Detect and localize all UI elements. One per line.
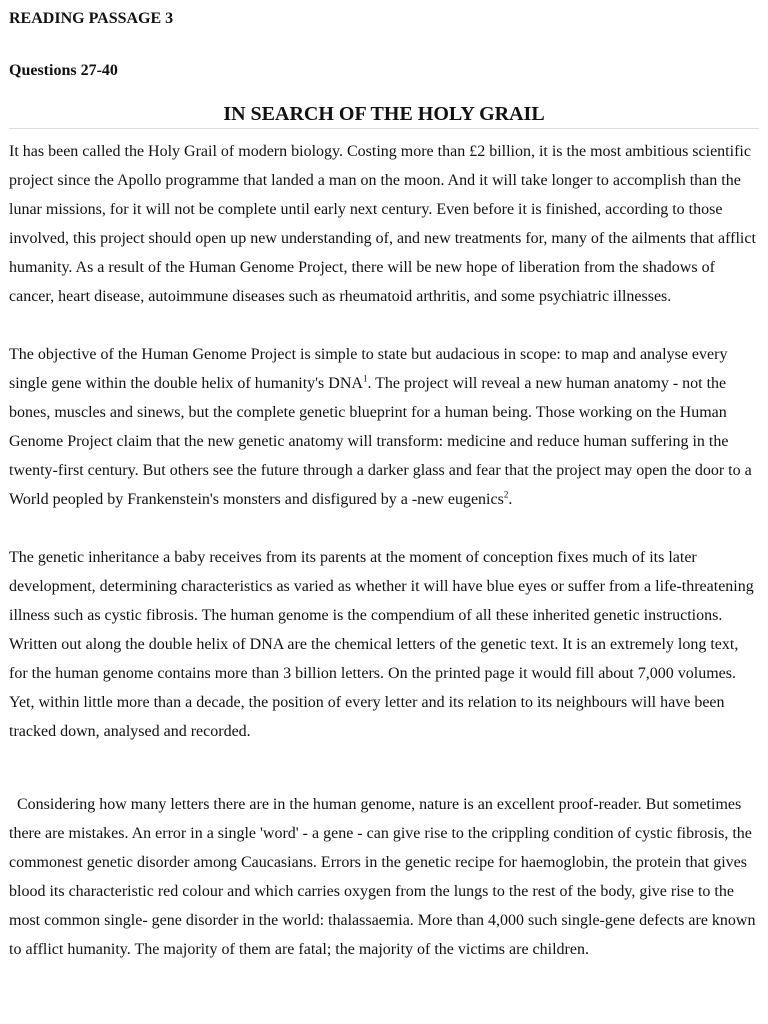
paragraph-1: It has been called the Holy Grail of modern biology. Costing more than £2 billion, it is the most ambitious scientific project since the Apollo programme that landed a man on the moon. And it will take longer to accomplish than the lunar missions, for it will not be complete until early next century. Even before it is finished, according to those involved, this project should open up new understanding of, and new treatments for, many of the ailments that afflict humanity. As a result of the Human Genome Project, there will be new hope of liberation from the shadows of cancer, heart disease, autoimmune diseases such as rheumatoid arthritis, and some psychiatric illnesses. [9,143,756,305]
paragraph-2 [9,340,759,514]
article-title: IN SEARCH OF THE HOLY GRAIL [9,102,759,129]
footnote-ref-1: 1 [362,373,368,384]
passage-label: READING PASSAGE 3 [9,10,174,27]
paragraph-3: The genetic inheritance a baby receives from its parents at the moment of conception fixes much of its later development, determining characteristics as varied as whether it will have blue eyes or suffer from a life-threatening illness such as cystic fibrosis. The human genome is the compendium of all these inherited genetic instructions. Written out along the double helix of DNA are the chemical letters of the genetic text. It is an extremely long text, for the human genome contains more than 3 billion letters. On the printed page it would fill about 7,000 volumes. Yet, within little more than a decade, the position of every letter and its relation to its neighbours will have been tracked down, analysed and recorded. [9,549,754,740]
questions-label: Questions 27-40 [9,62,118,79]
footnote-ref-2: 2 [503,489,509,500]
paragraph-4: Considering how many letters there are in the human genome, nature is an excellent proof-reader. But sometimes there are mistakes. An error in a single 'word' - a gene - can give rise to the crippling condition of cystic fibrosis, the commonest genetic disorder among Caucasians. Errors in the genetic recipe for haemoglobin, the protein that gives blood its characteristic red colour and which carries oxygen from the lungs to the rest of the body, give rise to the most common single- gene disorder in the world: thalassaemia. More than 4,000 such single-gene defects are known to afflict humanity. The majority of them are fatal; the majority of the victims are children. [9,796,756,958]
paragraph-2-text-a: The objective of the Human Genome Project is simple to state but audacious in scope: to map and analyse every single gene within the double helix of humanity's DNA [9,346,728,392]
paragraph-2-text-c: . [508,491,513,508]
paragraph-2-text-b: . The project will reveal a new human anatomy - not the bones, muscles and sinews, but the complete genetic blueprint for a human being. Those working on the Human Genome Project claim that the new genetic anatomy will transform: medicine and reduce human suffering in the twenty-first century. But others see the future through a darker glass and fear that the project may open the door to a World peopled by Frankenstein's monsters and disfigured by a -new eugenics [9,375,752,508]
